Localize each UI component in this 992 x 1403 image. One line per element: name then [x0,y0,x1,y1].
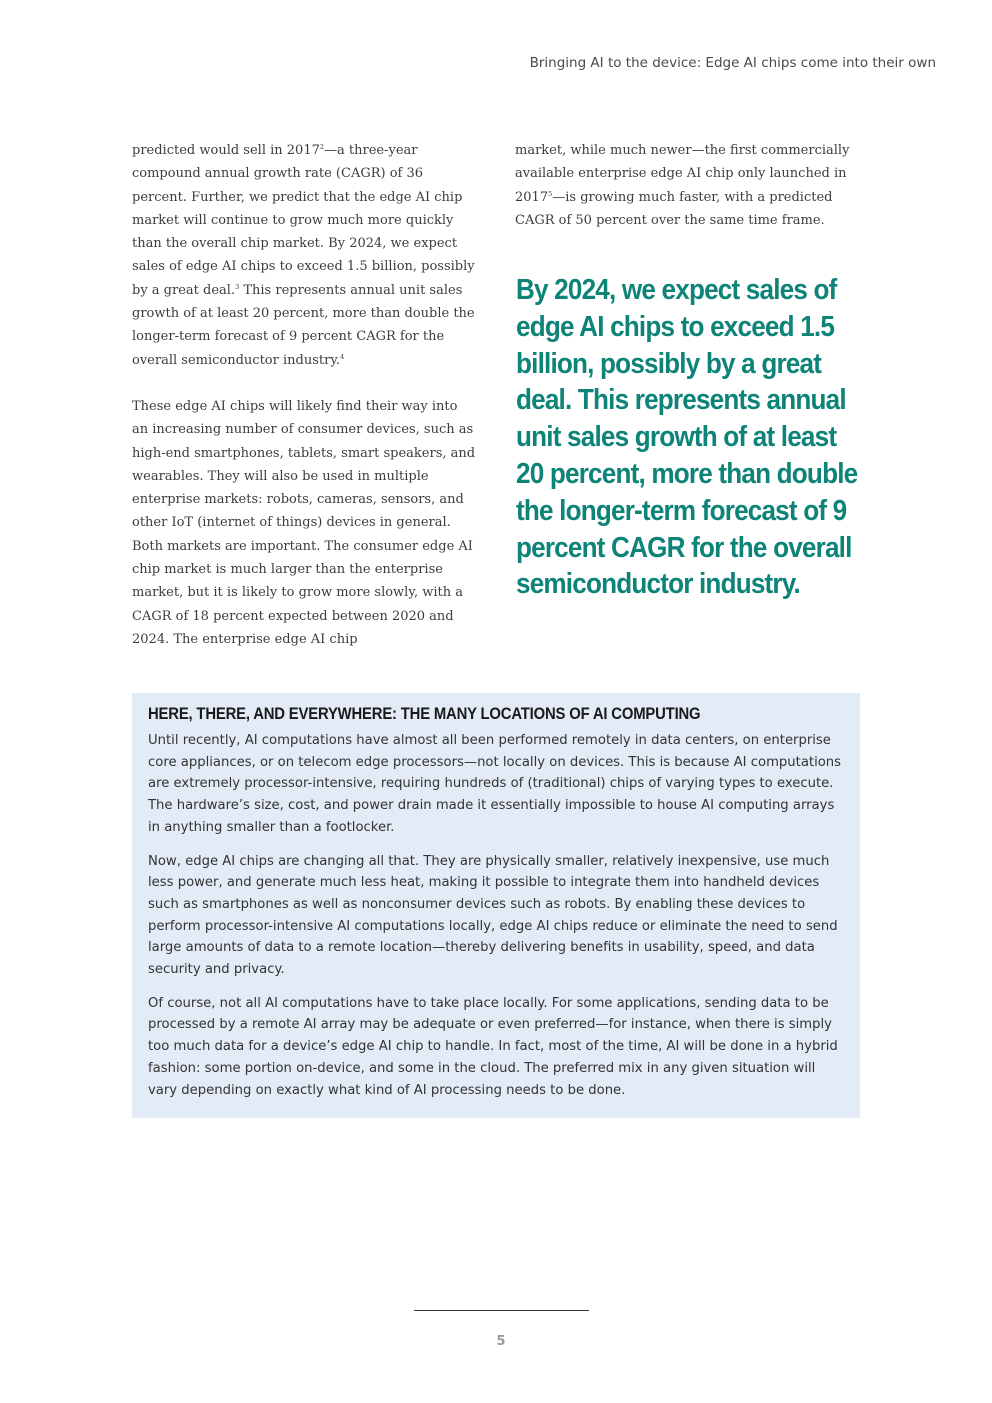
body-column-right [515,139,860,232]
footer-divider [414,1310,589,1311]
footnote-marker[interactable]: 5 [548,189,553,198]
footnote-marker[interactable]: 4 [340,352,345,361]
sidebar-title: HERE, THERE, AND EVERYWHERE: THE MANY LOCATIONS OF AI COMPUTING [148,705,701,723]
page-number: 5 [496,1334,506,1349]
pull-quote: By 2024, we expect sales of edge AI chips to exceed 1.5 billion, possibly by a great deal. This represents annual unit sales growth of at least 20 percent, more than double the longer-term forecast of 9 percent CAGR for the overall semiconductor industry. [516,274,858,601]
body-text: This represents annual unit sales growth of at least 20 percent, more than double the longer-term forecast of 9 percent CAGR for the overall semiconductor industry. [132,282,475,368]
body-paragraph [132,139,477,372]
sidebar-box [132,693,860,1118]
body-paragraph: These edge AI chips will likely find their way into an increasing number of consumer devices, such as high-end smartphones, tablets, smart speakers, and wearables. They will also be used in multiple enterprise markets: robots, cameras, sensors, and other IoT (internet of things) devices in general. Both markets are important. The consumer edge AI chip market is much larger than the enterprise market, but it is likely to grow more slowly, with a CAGR of 18 percent expected between 2020 and 2024. The enterprise edge AI chip [132,398,476,647]
footnote-marker[interactable]: 3 [235,282,240,291]
sidebar-paragraph: Now, edge AI chips are changing all that. They are physically smaller, relatively inexpensive, use much less power, and generate much less heat, making it possible to integrate them into handheld devices such as smartphones as well as nonconsumer devices such as robots. By enabling these devices to perform processor-intensive AI computations locally, edge AI chips reduce or eliminate the need to send large amounts of data to a remote location—thereby delivering benefits in usability, speed, and data security and privacy. [148,853,838,978]
body-text: market, while much newer—the first commercially available enterprise edge AI chip only launched in 2017 [515,143,850,205]
body-paragraph [515,139,860,232]
sidebar-paragraph: Of course, not all AI computations have to take place locally. For some applications, sending data to be processed by a remote AI array may be adequate or even preferred—for instance, when there is simply too much data for a device’s edge AI chip to handle. In fact, most of the time, AI will be done in a hybrid fashion: some portion on-device, and some in the cloud. The preferred mix in any given situation will vary depending on exactly what kind of AI processing needs to be done. [148,995,838,1098]
body-column-left [132,139,477,651]
footnote-marker[interactable]: 2 [319,143,324,151]
body-text: —is growing much faster, with a predicted CAGR of 50 percent over the same time frame. [515,189,833,228]
body-text: —a three-year compound annual growth rate (CAGR) of 36 percent. Further, we predict that the edge AI chip market will continue to grow much more quickly than the overall chip market. By 2024, we expect sales of edge AI chips to exceed 1.5 billion, possibly by a great deal. [132,143,475,298]
body-text: predicted would sell in 2017 [132,143,320,158]
running-header: Bringing AI to the device: Edge AI chips come into their own [529,55,936,71]
sidebar-paragraph: Until recently, AI computations have almost all been performed remotely in data centers, on enterprise core appliances, or on telecom edge processors—not locally on devices. This is because AI computations are extremely processor-intensive, requiring hundreds of (traditional) chips of varying types to execute. The hardware’s size, cost, and power drain made it essentially impossible to house AI computing arrays in anything smaller than a footlocker. [148,733,842,835]
